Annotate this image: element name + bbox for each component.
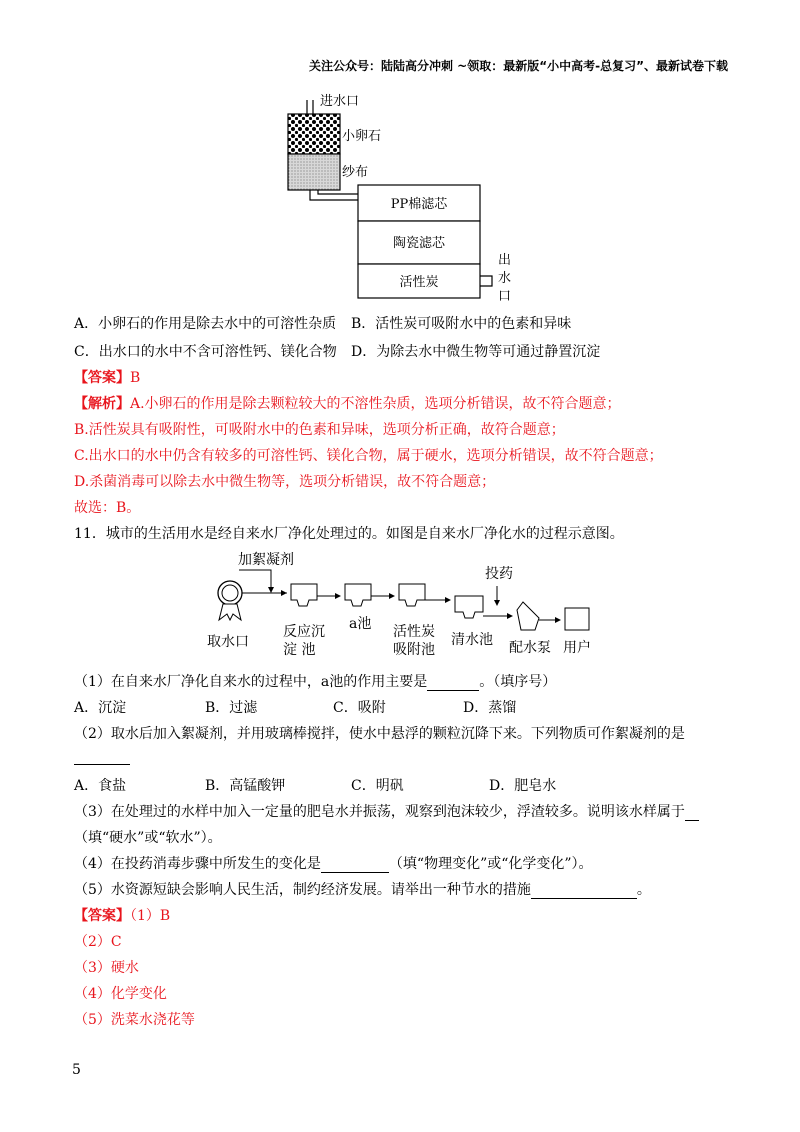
q10-analysis-line-3: C.出水口的水中仍含有较多的可溶性钙、镁化合物，属于硬水，选项分析错误，故不符合题意； bbox=[74, 448, 663, 464]
q10-option-d: D．为除去水中微生物等可通过静置沉淀 bbox=[351, 344, 601, 360]
q11-part2: （2）取水后加入絮凝剂，并用玻璃棒搅拌，使水中悬浮的颗粒沉降下来。下列物质可作絮凝剂的是 bbox=[74, 726, 685, 742]
q11-part3 bbox=[74, 801, 699, 821]
q11-stem: 11．城市的生活用水是经自来水厂净化处理过的。如图是自来水厂净化水的过程示意图。 bbox=[74, 526, 624, 542]
water-filter-diagram bbox=[270, 92, 530, 304]
coagulant-label: 加絮凝剂 bbox=[238, 552, 294, 568]
gauze-layer bbox=[288, 154, 340, 190]
pebble-label: 小卵石 bbox=[342, 129, 382, 144]
q11-part4 bbox=[74, 853, 593, 873]
q10-analysis-line-1 bbox=[74, 393, 621, 413]
q11-part1-suffix: 。（填序号） bbox=[479, 674, 557, 690]
answer-value: B bbox=[130, 370, 141, 386]
q11-part1-blank[interactable] bbox=[427, 676, 479, 691]
q11-part5 bbox=[74, 879, 651, 899]
page-header: 关注公众号：陆陆高分冲刺 ~领取：最新版“小中高考-总复习”、最新试卷下载 bbox=[309, 59, 728, 73]
q11-part1-opt-d: D．蒸馏 bbox=[463, 700, 517, 716]
q11-part5-suffix: 。 bbox=[636, 882, 651, 898]
q11-part3-blank[interactable] bbox=[685, 806, 699, 821]
q10-analysis-line-2: B.活性炭具有吸附性，可吸附水中的色素和异味，选项分析正确，故符合题意； bbox=[74, 422, 565, 438]
answer-label: 【答案】 bbox=[74, 370, 130, 386]
q11-part1-opt-a: A．沉淀 bbox=[74, 700, 127, 716]
reaction-label-1: 反应沉 bbox=[283, 624, 325, 640]
q11-part5-text: （5）水资源短缺会影响人民生活，制约经济发展。请举出一种节水的措施 bbox=[74, 882, 531, 898]
q11-answer-2: （2）C bbox=[74, 934, 122, 950]
outlet-label-1: 出 bbox=[498, 253, 512, 268]
q11-answer-5: （5）洗菜水浇花等 bbox=[74, 1012, 195, 1028]
clear-pool-label: 清水池 bbox=[451, 632, 493, 648]
intake-label: 取水口 bbox=[207, 634, 249, 650]
carbon-label: 活性炭 bbox=[399, 275, 439, 290]
pebble-layer bbox=[288, 114, 340, 154]
outlet-label-3: 口 bbox=[498, 289, 512, 304]
q11-part1-opt-c: C．吸附 bbox=[333, 700, 386, 716]
carbon-pool-label-2: 吸附池 bbox=[393, 642, 435, 658]
q10-conclusion: 故选：B。 bbox=[74, 500, 141, 516]
q11-part2-opt-c: C．明矾 bbox=[351, 778, 404, 794]
q11-part1-opt-b: B．过滤 bbox=[205, 700, 258, 716]
q11-part1 bbox=[74, 671, 556, 691]
q11-part4-text: （4）在投药消毒步骤中所发生的变化是 bbox=[74, 856, 321, 872]
q11-part2-blank-line bbox=[74, 749, 130, 765]
reaction-label-2: 淀 池 bbox=[283, 642, 316, 658]
q11-part2-blank[interactable] bbox=[74, 750, 130, 765]
q11-answer-4: （4）化学变化 bbox=[74, 986, 167, 1002]
q10-analysis-line-4: D.杀菌消毒可以除去水中微生物等，选项分析错误，故不符合题意； bbox=[74, 474, 496, 490]
q10-option-a: A．小卵石的作用是除去水中的可溶性杂质 bbox=[74, 316, 337, 332]
q11-answer-label: 【答案】 bbox=[74, 908, 130, 924]
q11-answer-1-value: （1）B bbox=[130, 908, 171, 924]
q11-answer-3: （3）硬水 bbox=[74, 960, 139, 976]
q11-part4-suffix: （填“物理变化”或“化学变化”）。 bbox=[388, 856, 593, 872]
user-label: 用户 bbox=[563, 640, 591, 656]
q11-part2-opt-b: B．高锰酸钾 bbox=[205, 778, 286, 794]
dosing-label: 投药 bbox=[485, 566, 513, 582]
q11-part1-text: （1）在自来水厂净化自来水的过程中，a池的作用主要是 bbox=[74, 674, 428, 690]
q10-answer bbox=[74, 367, 140, 387]
q11-part2-opt-a: A．食盐 bbox=[74, 778, 127, 794]
q10-option-c: C．出水口的水中不含可溶性钙、镁化合物 bbox=[74, 344, 337, 360]
q10-option-b: B．活性炭可吸附水中的色素和异味 bbox=[351, 316, 572, 332]
carbon-pool-label-1: 活性炭 bbox=[393, 624, 435, 640]
q11-part5-blank[interactable] bbox=[531, 884, 637, 899]
analysis-text: A.小卵石的作用是除去颗粒较大的不溶性杂质，选项分析错误，故不符合题意； bbox=[130, 396, 621, 412]
q11-part2-opt-d: D．肥皂水 bbox=[489, 778, 557, 794]
page-number: 5 bbox=[72, 1062, 81, 1078]
gauze-label: 纱布 bbox=[342, 165, 369, 180]
ceramic-label: 陶瓷滤芯 bbox=[392, 236, 446, 251]
q11-answer-1 bbox=[74, 905, 170, 925]
analysis-label: 【解析】 bbox=[74, 396, 130, 412]
pump-label: 配水泵 bbox=[509, 640, 551, 656]
inlet-label: 进水口 bbox=[320, 94, 360, 109]
q11-part3-suffix: （填“硬水”或“软水”）。 bbox=[74, 830, 222, 846]
water-treatment-diagram bbox=[205, 548, 605, 666]
a-pool-label: a池 bbox=[349, 616, 372, 632]
q11-part3-text: （3）在处理过的水样中加入一定量的肥皂水并振荡，观察到泡沫较少，浮渣较多。说明该水样属于 bbox=[74, 804, 685, 820]
q11-part4-blank[interactable] bbox=[321, 858, 389, 873]
outlet-label-2: 水 bbox=[498, 271, 512, 286]
pp-label: PP棉滤芯 bbox=[390, 197, 448, 212]
